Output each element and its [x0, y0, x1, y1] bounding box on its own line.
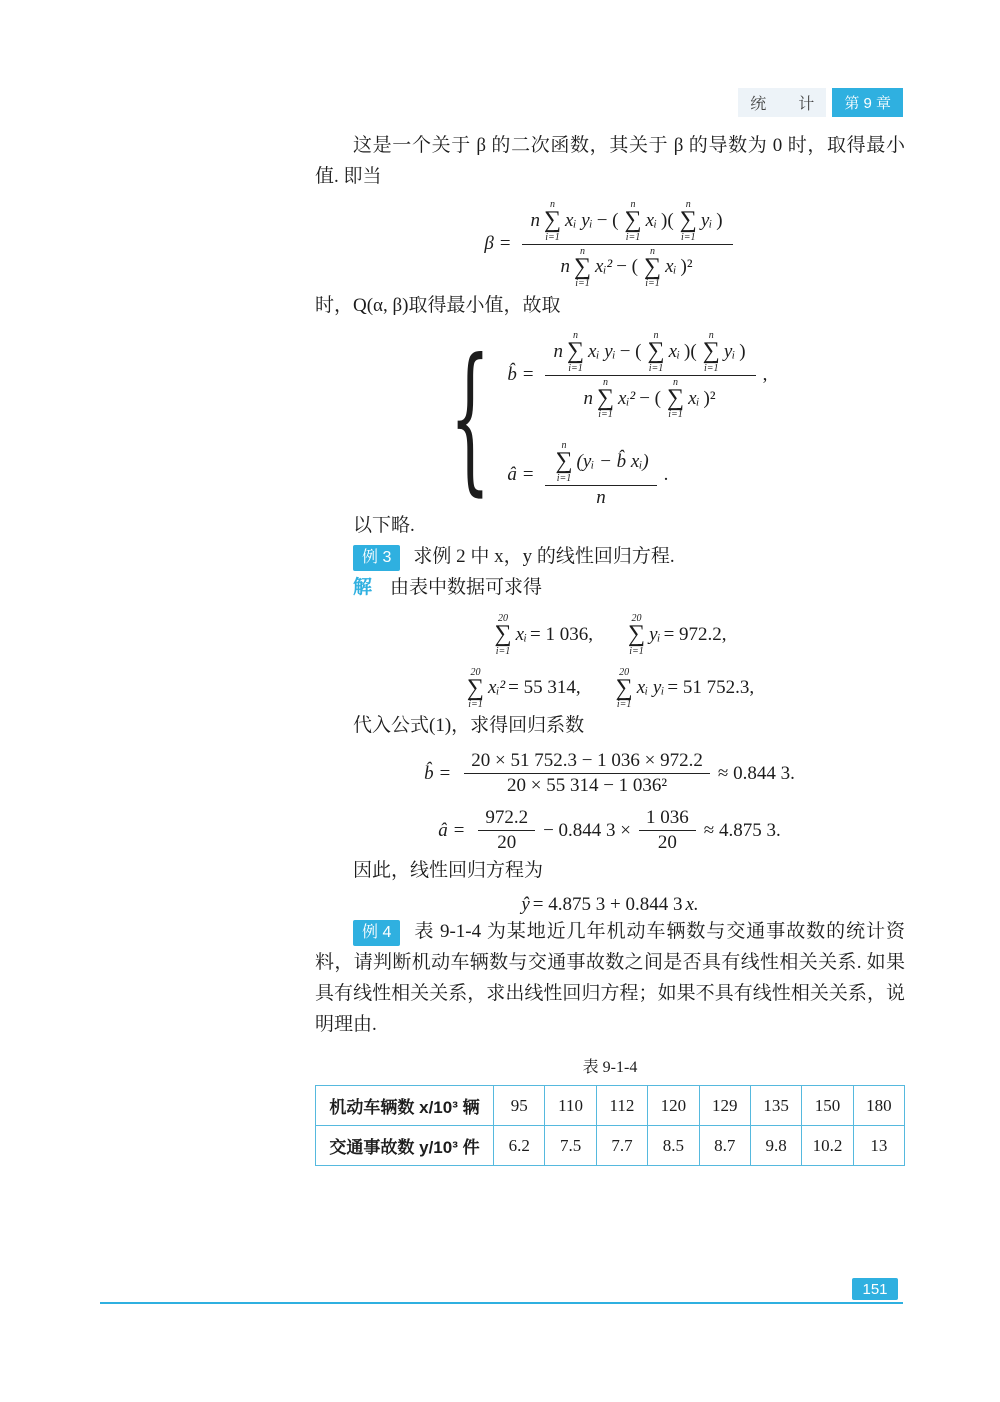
- table-cell: 7.7: [596, 1126, 647, 1166]
- solution-text: 由表中数据可求得: [390, 576, 543, 598]
- summation: [555, 440, 572, 484]
- math-token: ≈ 4.875 3.: [703, 819, 781, 841]
- math-token: yᵢ: [700, 209, 713, 231]
- row-label: 机动车辆数 x/10³ 辆: [316, 1086, 494, 1126]
- formula-regression-equation: [315, 894, 905, 916]
- paragraph-therefore: 因此，线性回归方程为: [353, 860, 544, 882]
- math-token: xᵢ: [688, 387, 700, 409]
- summation: [567, 330, 584, 374]
- table-caption: 表 9-1-4: [582, 1059, 638, 1077]
- math-token: = 51 752.3,: [667, 677, 755, 699]
- example-3-badge: 例 3: [353, 545, 400, 571]
- math-token: n: [553, 340, 563, 362]
- footer-rule: [100, 1302, 903, 1304]
- ahat-denominator: [588, 486, 614, 510]
- ahat-numerator: [545, 439, 656, 486]
- sum-upper-limit: n: [708, 330, 714, 342]
- math-token: 972.2: [478, 806, 535, 831]
- sum-upper-limit: n: [549, 199, 555, 210]
- summation: [616, 667, 633, 711]
- sigma-symbol: ∑: [628, 620, 646, 647]
- table-cell: 13: [853, 1126, 904, 1166]
- system-equations: [506, 329, 770, 510]
- table-cell: 9.8: [750, 1126, 801, 1166]
- sigma-symbol: ∑: [494, 620, 512, 647]
- ahat-value-lhs: â =: [438, 819, 466, 841]
- formula-beta: [315, 198, 905, 290]
- math-token: − (: [639, 387, 661, 409]
- page-header: [738, 88, 903, 117]
- math-token: ,: [762, 364, 768, 386]
- sigma-symbol: ∑: [666, 384, 685, 411]
- sum-lower-limit: i=1: [680, 231, 696, 243]
- math-token: )²: [703, 387, 716, 409]
- sum-lower-limit: i=1: [648, 362, 664, 374]
- summation: [597, 377, 614, 421]
- sum-lower-limit: i=1: [495, 645, 511, 657]
- math-token: ŷ: [521, 894, 530, 916]
- ahat-lhs: â =: [507, 463, 535, 485]
- page-content: [315, 130, 905, 1166]
- example-4: [315, 916, 905, 1040]
- sum-lower-limit: i=1: [556, 472, 572, 484]
- math-token: 20 × 51 752.3 − 1 036 × 972.2: [464, 749, 710, 774]
- math-token: xᵢ: [645, 209, 658, 231]
- bhat-fraction: [545, 329, 755, 421]
- sigma-symbol: ∑: [643, 253, 662, 280]
- formula-sums-2: [315, 667, 905, 711]
- bhat-equation: [506, 329, 770, 421]
- table-cell: 6.2: [494, 1126, 545, 1166]
- bhat-lhs: b̂ =: [507, 364, 535, 386]
- example-3-text: 求例 2 中 x，y 的线性回归方程.: [413, 545, 675, 567]
- summation: [544, 199, 561, 243]
- system-brace: {: [449, 327, 491, 513]
- formula-bhat-value: [315, 749, 905, 798]
- sum-upper-limit: n: [572, 330, 578, 342]
- math-token: = 55 314,: [508, 677, 581, 699]
- table-cell: 112: [596, 1086, 647, 1126]
- math-token: )²: [680, 256, 693, 278]
- ahat-fraction: [545, 439, 656, 510]
- math-token: 1 036: [639, 806, 696, 831]
- math-token: 20: [657, 832, 677, 854]
- sum-upper-limit: n: [602, 376, 608, 388]
- example-4-text: 表 9-1-4 为某地近几年机动车辆数与交通事故数的统计资料，请判断机动车辆数与交通事故数之间是否具有线性相关关系. 如果具有线性相关关系，求出线性回归方程；如果不具有线性相关关系，说明理由.: [315, 921, 905, 1036]
- sum-upper-limit: n: [650, 245, 656, 257]
- ahat-fraction-2: [637, 806, 698, 855]
- bhat-value-fraction: [462, 749, 712, 798]
- ahat-equation: [506, 439, 770, 510]
- equation-system: [315, 327, 905, 513]
- math-token: )(: [684, 340, 697, 362]
- sigma-symbol: ∑: [647, 338, 665, 365]
- math-token: xᵢ yᵢ: [565, 209, 593, 231]
- page-number-badge: 151: [852, 1278, 898, 1300]
- sigma-symbol: ∑: [679, 207, 697, 233]
- sigma-symbol: ∑: [466, 674, 485, 701]
- sum-upper-limit: 20: [631, 612, 642, 624]
- sum-upper-limit: n: [653, 330, 659, 342]
- summation: [574, 246, 591, 290]
- table-cell: 7.5: [545, 1126, 596, 1166]
- paragraph-q-min: 时，Q(α, β)取得最小值，故取: [315, 295, 561, 317]
- sum-upper-limit: 20: [498, 612, 509, 624]
- summation: [628, 613, 645, 657]
- math-token: yᵢ: [723, 340, 736, 362]
- math-token: ≈ 0.844 3.: [717, 762, 795, 784]
- sum-lower-limit: i=1: [468, 699, 483, 711]
- math-token: xᵢ: [668, 340, 681, 362]
- ahat-fraction-1: [476, 806, 537, 855]
- sum-lower-limit: i=1: [545, 231, 560, 243]
- sigma-symbol: ∑: [596, 384, 615, 411]
- solution-line: [315, 572, 905, 603]
- math-token: n: [530, 209, 540, 231]
- table-row: [316, 1086, 905, 1126]
- table-cell: 120: [648, 1086, 699, 1126]
- bhat-value-lhs: b̂ =: [424, 762, 452, 784]
- bhat-numerator: [545, 329, 755, 376]
- sum-upper-limit: n: [630, 199, 636, 210]
- math-token: xᵢ²: [595, 256, 613, 278]
- beta-numerator: [522, 198, 732, 245]
- math-token: − (: [596, 209, 619, 231]
- sum-lower-limit: i=1: [668, 409, 683, 421]
- sigma-symbol: ∑: [555, 448, 573, 475]
- data-table: [315, 1085, 905, 1166]
- sum-upper-limit: n: [673, 376, 679, 388]
- formula-sums-1: [315, 613, 905, 657]
- example-4-badge: 例 4: [353, 920, 400, 946]
- sum-lower-limit: i=1: [629, 645, 644, 657]
- table-cell: 135: [750, 1086, 801, 1126]
- beta-denominator: [552, 245, 702, 291]
- sum-upper-limit: 20: [470, 666, 481, 678]
- table-cell: 180: [853, 1086, 904, 1126]
- math-token: xᵢ yᵢ: [636, 677, 665, 699]
- paragraph-intro: 这是一个关于 β 的二次函数，其关于 β 的导数为 0 时，取得最小值. 即当: [315, 135, 905, 187]
- sum-lower-limit: i=1: [703, 362, 719, 374]
- math-token: n: [596, 486, 606, 508]
- math-token: 20 × 55 314 − 1 036²: [506, 775, 668, 797]
- table-cell: 8.5: [648, 1126, 699, 1166]
- summation: [647, 330, 664, 374]
- sigma-symbol: ∑: [573, 253, 592, 280]
- sigma-symbol: ∑: [624, 207, 642, 233]
- math-token: xᵢ²: [488, 677, 506, 699]
- table-cell: 95: [494, 1086, 545, 1126]
- math-token: xᵢ: [515, 623, 528, 645]
- sigma-symbol: ∑: [615, 674, 633, 701]
- math-token: x.: [685, 894, 699, 916]
- section-title: 统 计: [738, 88, 826, 117]
- sum-upper-limit: 20: [619, 666, 630, 678]
- sum-lower-limit: i=1: [568, 362, 583, 374]
- sum-lower-limit: i=1: [616, 699, 632, 711]
- summation: [494, 613, 511, 657]
- solution-label: 解: [353, 576, 373, 598]
- row-label: 交通事故数 y/10³ 件: [316, 1126, 494, 1166]
- sum-lower-limit: i=1: [645, 278, 660, 290]
- paragraph-omitted: 以下略.: [353, 514, 415, 536]
- summation: [624, 199, 641, 243]
- bhat-denominator: [575, 376, 725, 422]
- math-token: (yᵢ − b̂ xᵢ): [576, 451, 649, 473]
- math-token: n: [583, 387, 593, 409]
- sum-upper-limit: n: [685, 199, 691, 210]
- paragraph-substitute: 代入公式(1)，求得回归系数: [353, 715, 585, 737]
- math-token: xᵢ yᵢ: [588, 340, 616, 362]
- math-token: − (: [619, 340, 642, 362]
- sigma-symbol: ∑: [702, 338, 720, 365]
- math-token: ): [716, 209, 723, 231]
- math-token: − (: [616, 256, 638, 278]
- math-token: )(: [661, 209, 674, 231]
- math-token: xᵢ²: [618, 387, 636, 409]
- sigma-symbol: ∑: [566, 338, 585, 365]
- sigma-symbol: ∑: [543, 207, 562, 233]
- table-cell: 150: [802, 1086, 853, 1126]
- summation: [467, 667, 484, 711]
- math-token: 20: [497, 832, 517, 854]
- table-cell: 10.2: [802, 1126, 853, 1166]
- math-token: n: [560, 256, 570, 278]
- summation: [680, 199, 697, 243]
- math-token: .: [663, 463, 669, 485]
- math-token: = 4.875 3 + 0.844 3: [532, 894, 683, 916]
- table-cell: 129: [699, 1086, 750, 1126]
- sum-lower-limit: i=1: [625, 231, 641, 243]
- sum-upper-limit: n: [561, 440, 567, 452]
- summation: [667, 377, 684, 421]
- table-cell: 8.7: [699, 1126, 750, 1166]
- math-token: xᵢ: [665, 256, 677, 278]
- summation: [644, 246, 661, 290]
- summation: [703, 330, 720, 374]
- math-token: = 1 036,: [530, 623, 593, 645]
- math-token: yᵢ: [649, 623, 661, 645]
- table-row: [316, 1126, 905, 1166]
- beta-fraction: [522, 198, 732, 290]
- chapter-badge: 第 9 章: [832, 88, 903, 117]
- math-token: = 972.2,: [663, 623, 727, 645]
- math-token: ): [739, 340, 746, 362]
- sum-lower-limit: i=1: [598, 409, 613, 421]
- sum-upper-limit: n: [579, 245, 585, 257]
- sum-lower-limit: i=1: [575, 278, 590, 290]
- beta-lhs: β =: [484, 233, 512, 255]
- example-3: [315, 541, 905, 572]
- math-token: − 0.844 3 ×: [543, 819, 632, 841]
- table-cell: 110: [545, 1086, 596, 1126]
- formula-ahat-value: [315, 806, 905, 855]
